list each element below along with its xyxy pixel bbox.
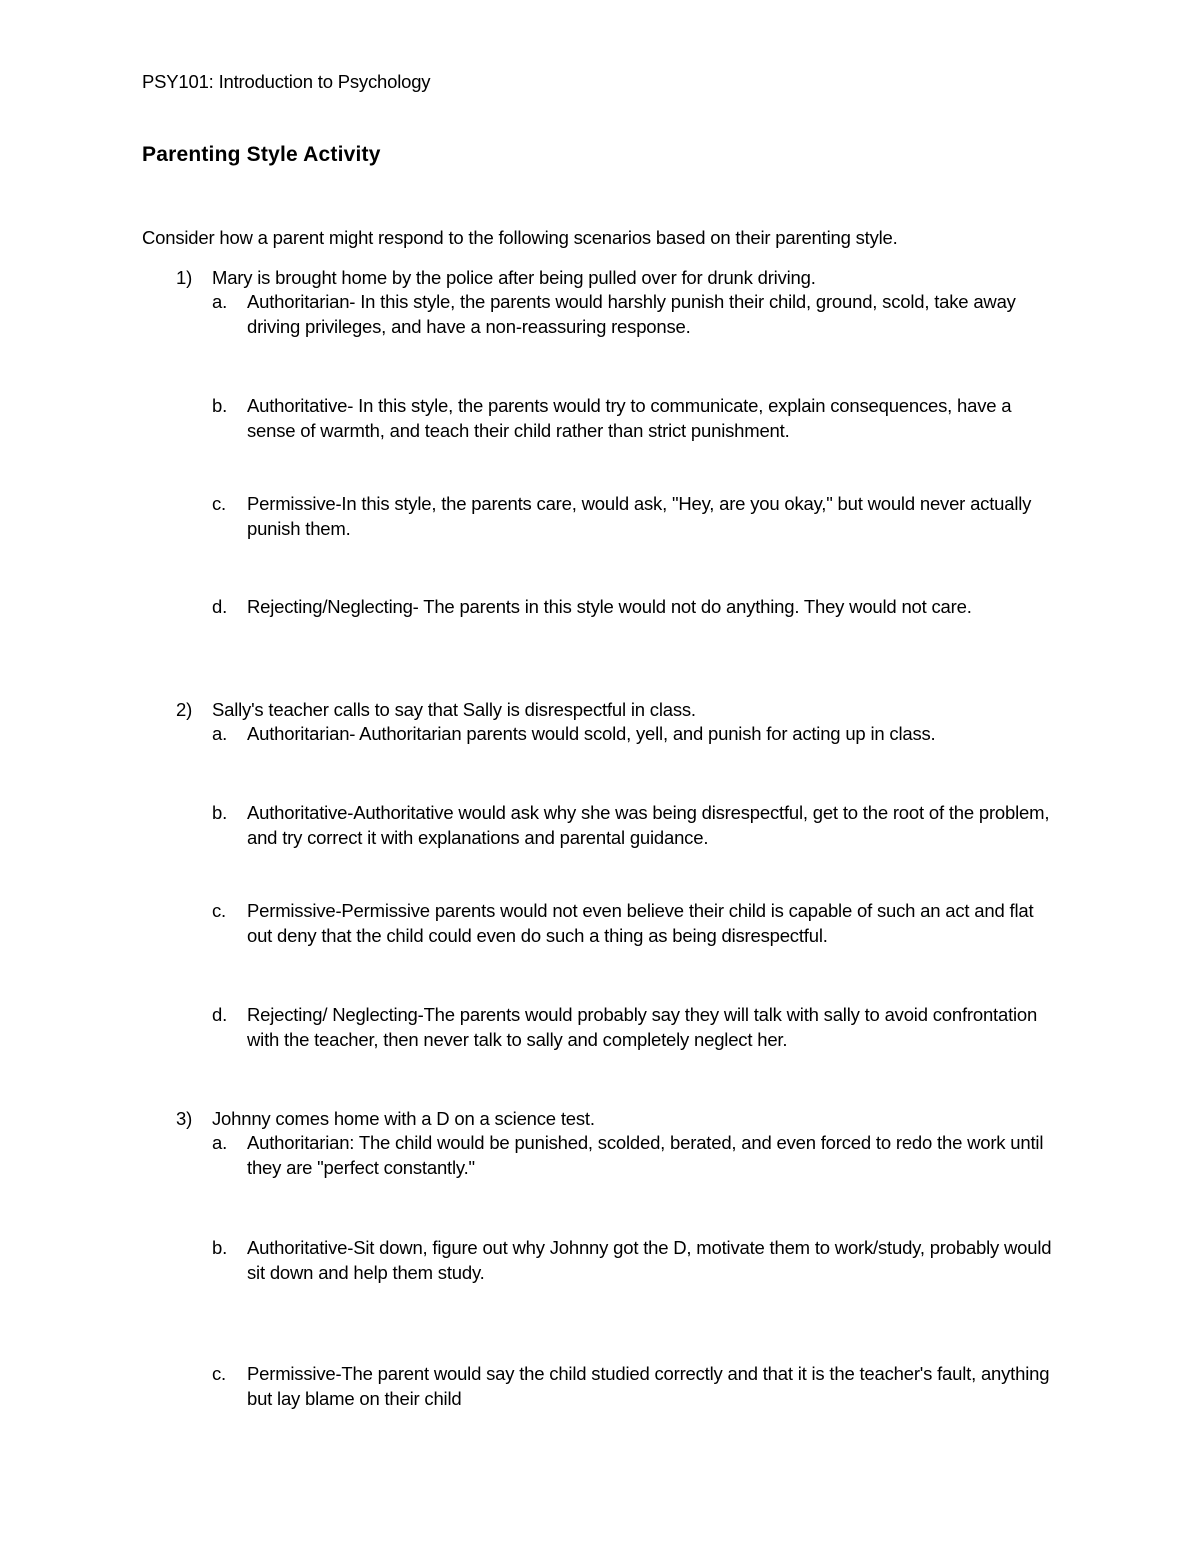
answer-text: Authoritarian: The child would be punished, scolded, berated, and even forced to redo the work until they are "perfect constantly.": [247, 1132, 1044, 1178]
question-text: Johnny comes home with a D on a science test.: [212, 1108, 595, 1129]
answer-letter: b.: [212, 802, 228, 823]
answer-letter: c.: [212, 1363, 226, 1384]
answer-letter: a.: [212, 1132, 228, 1153]
answer-letter: b.: [212, 395, 228, 416]
question-number: 1): [176, 267, 193, 288]
question-number: 2): [176, 699, 193, 720]
answer-3a: [212, 1131, 1052, 1180]
answer-2a: [212, 722, 1052, 747]
answer-text: Permissive-The parent would say the child studied correctly and that it is the teacher's fault, anything but lay blame on their child: [247, 1363, 1050, 1409]
answer-text: Permissive-In this style, the parents care, would ask, "Hey, are you okay," but would never actually punish them.: [247, 493, 1032, 539]
answer-1c: [212, 492, 1052, 541]
answer-1a: [212, 290, 1052, 339]
answer-text: Rejecting/Neglecting- The parents in this style would not do anything. They would not care.: [247, 596, 972, 617]
answer-letter: c.: [212, 493, 226, 514]
page-title: Parenting Style Activity: [142, 143, 381, 166]
answer-text: Authoritative-Authoritative would ask why she was being disrespectful, get to the root of the problem, and try correct it with explanations and parental guidance.: [247, 802, 1050, 848]
answer-1b: [212, 394, 1052, 443]
answer-letter: a.: [212, 723, 228, 744]
answer-1d: [212, 595, 1052, 620]
answer-text: Authoritarian- In this style, the parents would harshly punish their child, ground, scold, take away driving privileges, and have a non-reassuring response.: [247, 291, 1016, 337]
answer-letter: d.: [212, 1004, 228, 1025]
question-number: 3): [176, 1108, 193, 1129]
answer-2b: [212, 801, 1052, 850]
answer-2c: [212, 899, 1052, 948]
question-text: Sally's teacher calls to say that Sally is disrespectful in class.: [212, 699, 696, 720]
answer-letter: c.: [212, 900, 226, 921]
answer-letter: d.: [212, 596, 228, 617]
answer-letter: b.: [212, 1237, 228, 1258]
answer-text: Authoritative-Sit down, figure out why Johnny got the D, motivate them to work/study, probably would sit down and help them study.: [247, 1237, 1052, 1283]
answer-text: Authoritarian- Authoritarian parents would scold, yell, and punish for acting up in class.: [247, 723, 936, 744]
answer-2d: [212, 1003, 1052, 1052]
answer-text: Permissive-Permissive parents would not even believe their child is capable of such an act and flat out deny that the child could even do such a thing as being disrespectful.: [247, 900, 1034, 946]
course-header: PSY101: Introduction to Psychology: [142, 71, 431, 92]
answer-text: Rejecting/ Neglecting-The parents would probably say they will talk with sally to avoid confrontation with the teacher, then never talk to sally and completely neglect her.: [247, 1004, 1038, 1050]
answer-letter: a.: [212, 291, 228, 312]
intro-text: Consider how a parent might respond to the following scenarios based on their parenting style.: [142, 227, 898, 248]
answer-text: Authoritative- In this style, the parents would try to communicate, explain consequences, have a sense of warmth, and teach their child rather than strict punishment.: [247, 395, 1012, 441]
answer-3b: [212, 1236, 1052, 1285]
question-text: Mary is brought home by the police after being pulled over for drunk driving.: [212, 267, 816, 288]
answer-3c: [212, 1362, 1052, 1411]
